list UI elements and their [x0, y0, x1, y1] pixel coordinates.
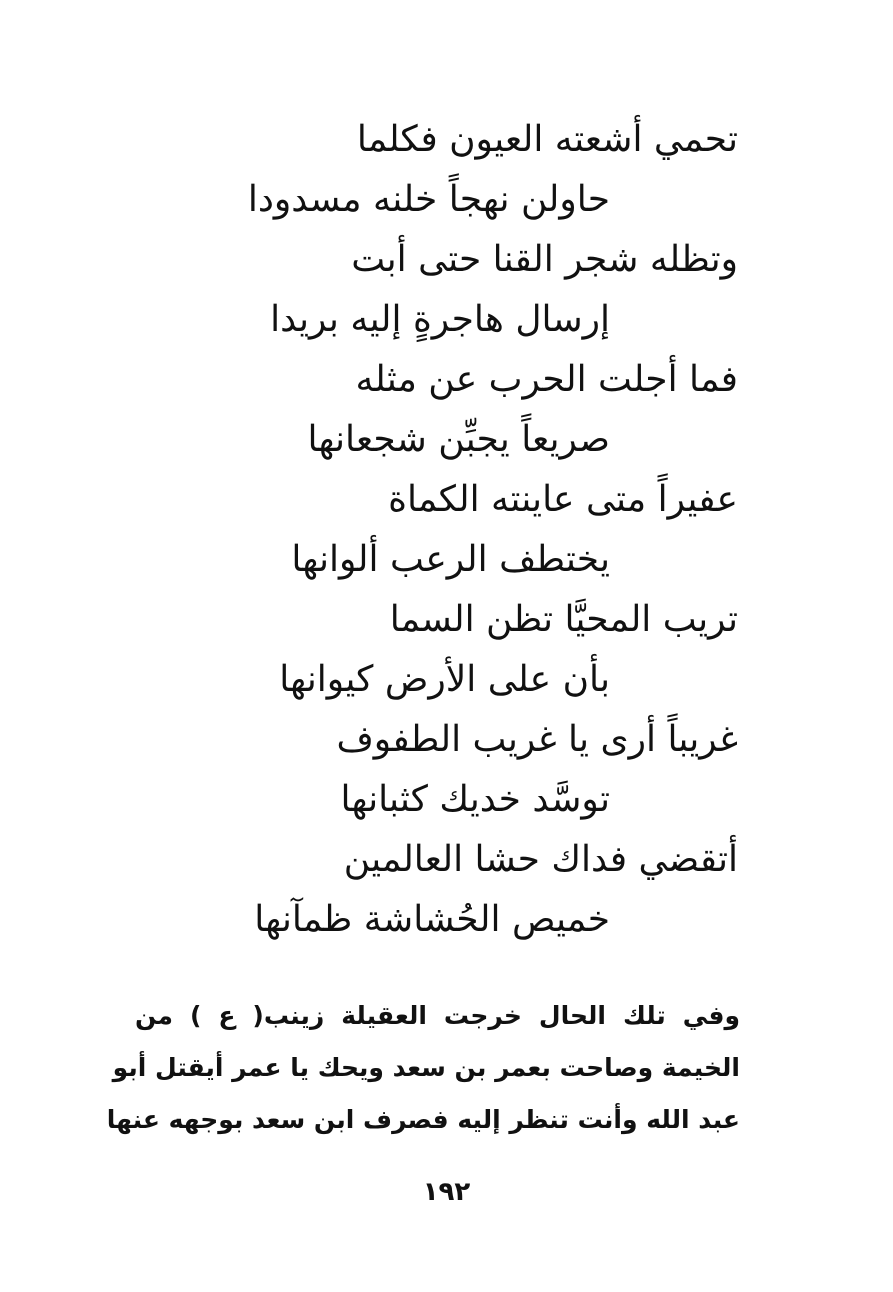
prose-paragraph [106, 990, 740, 1146]
poem-line: بأن على الأرض كيوانها [279, 659, 610, 700]
poem-line: تريب المحيَّا تظن السما [389, 599, 738, 640]
poem-line: يختطف الرعب ألوانها [291, 539, 610, 580]
poem-line: إرسال هاجرةٍ إليه بريدا [270, 299, 610, 340]
prose-line: الخيمة وصاحت بعمر بن سعد ويحك يا عمر أيقتل أبو [112, 1053, 740, 1082]
prose-line: عبد الله وأنت تنظر إليه فصرف ابن سعد بوجهه عنها [106, 1105, 740, 1134]
poem-line: خميص الحُشاشة ظمآنها [254, 899, 610, 940]
poem-line: أتقضي فداك حشا العالمين [343, 839, 738, 880]
poem-line: صريعاً يجبِّن شجعانها [307, 419, 610, 460]
poem-line: تحمي أشعته العيون فكلما [356, 119, 738, 160]
poem-line: عفيراً متى عاينته الكماة [388, 479, 738, 520]
prose-line: وفي تلك الحال خرجت العقيلة زينب( ع ) من [135, 1001, 740, 1030]
page-number: ١٩٢ [422, 1177, 471, 1207]
poem-line: فما أجلت الحرب عن مثله [355, 359, 738, 400]
poem-line: وتظله شجر القنا حتى أبت [351, 239, 738, 280]
poem-line: غريباً أرى يا غريب الطفوف [336, 719, 738, 760]
poem-line: حاولن نهجاً خلنه مسدودا [247, 179, 610, 220]
poem-line: توسَّد خديك كثبانها [340, 779, 610, 820]
